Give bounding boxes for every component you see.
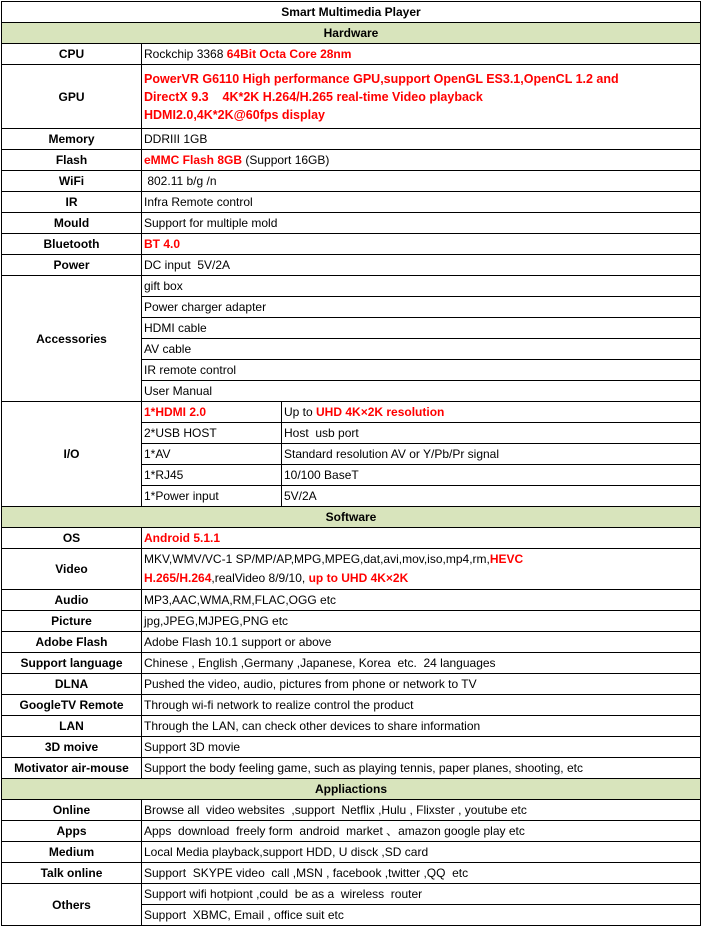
value-cpu [142, 44, 701, 65]
video-hl-2: H.265/H.264 [144, 571, 212, 585]
io-desc-plain: Up to [284, 405, 317, 419]
accessory-item: HDMI cable [142, 318, 701, 339]
label-video: Video [2, 549, 142, 590]
row-ir [2, 192, 701, 213]
label-audio: Audio [2, 590, 142, 611]
gpu-line-3: HDMI2.0,4K*2K@60fps display [144, 107, 325, 122]
label-adobe-flash: Adobe Flash [2, 632, 142, 653]
label-ir: IR [2, 192, 142, 213]
section-hardware: Hardware [2, 23, 701, 44]
cpu-highlight: 64Bit Octa Core 28nm [226, 47, 352, 61]
section-hardware-row [2, 23, 701, 44]
label-memory: Memory [2, 129, 142, 150]
bluetooth-highlight: BT 4.0 [144, 237, 181, 251]
accessory-item: User Manual [142, 381, 701, 402]
io-port: 2*USB HOST [142, 423, 282, 444]
row-cpu [2, 44, 701, 65]
label-talk-online: Talk online [2, 863, 142, 884]
value-audio: MP3,AAC,WMA,RM,FLAC,OGG etc [142, 590, 701, 611]
section-applications-row [2, 779, 701, 800]
gpu-line-2: DirectX 9.3 4K*2K H.264/H.265 real-time Video playback [144, 89, 483, 104]
value-3d-movie: Support 3D movie [142, 737, 701, 758]
row-gpu [2, 65, 701, 129]
row-video [2, 549, 701, 590]
cpu-plain: Rockchip 3368 [144, 47, 227, 61]
io-port: 1*Power input [142, 486, 282, 507]
io-port: 1*AV [142, 444, 282, 465]
section-software: Software [2, 507, 701, 528]
row-os [2, 528, 701, 549]
label-io: I/O [2, 402, 142, 507]
label-dlna: DLNA [2, 674, 142, 695]
row-googletv [2, 695, 701, 716]
row-talk-online [2, 863, 701, 884]
label-cpu: CPU [2, 44, 142, 65]
row-memory [2, 129, 701, 150]
value-talk-online: Support SKYPE video call ,MSN , facebook ,twitter ,QQ etc [142, 863, 701, 884]
value-memory: DDRIII 1GB [142, 129, 701, 150]
label-apps: Apps [2, 821, 142, 842]
label-others: Others [2, 884, 142, 926]
label-bluetooth: Bluetooth [2, 234, 142, 255]
label-gpu: GPU [2, 65, 142, 129]
os-highlight: Android 5.1.1 [144, 531, 221, 545]
video-plain-1: MKV,WMV/VC-1 SP/MP/AP,MPG,MPEG,dat,avi,mov,iso,mp4,rm, [144, 552, 490, 566]
value-googletv: Through wi-fi network to realize control the product [142, 695, 701, 716]
gpu-line-1: PowerVR G6110 High performance GPU,support OpenGL ES3.1,OpenCL 1.2 and [144, 71, 619, 86]
value-lan: Through the LAN, can check other devices to share information [142, 716, 701, 737]
value-os [142, 528, 701, 549]
row-mould [2, 213, 701, 234]
value-air-mouse: Support the body feeling game, such as playing tennis, paper planes, shooting, etc [142, 758, 701, 779]
value-power: DC input 5V/2A [142, 255, 701, 276]
video-hl-3: up to UHD 4K×2K [308, 571, 409, 585]
label-googletv: GoogleTV Remote [2, 695, 142, 716]
io-desc [282, 402, 701, 423]
row-air-mouse [2, 758, 701, 779]
value-dlna: Pushed the video, audio, pictures from phone or network to TV [142, 674, 701, 695]
label-online: Online [2, 800, 142, 821]
value-flash [142, 150, 701, 171]
value-medium: Local Media playback,support HDD, U disck ,SD card [142, 842, 701, 863]
row-medium [2, 842, 701, 863]
io-port [142, 402, 282, 423]
flash-plain: (Support 16GB) [242, 153, 330, 167]
label-mould: Mould [2, 213, 142, 234]
label-os: OS [2, 528, 142, 549]
label-power: Power [2, 255, 142, 276]
table-title: Smart Multimedia Player [2, 2, 701, 23]
io-desc-highlight: UHD 4K×2K resolution [316, 405, 445, 419]
row-online [2, 800, 701, 821]
label-air-mouse: Motivator air-mouse [2, 758, 142, 779]
value-ir: Infra Remote control [142, 192, 701, 213]
value-bluetooth [142, 234, 701, 255]
value-apps: Apps download freely form android market 、amazon google play etc [142, 821, 701, 842]
flash-highlight: eMMC Flash 8GB [144, 153, 243, 167]
label-medium: Medium [2, 842, 142, 863]
row-bluetooth [2, 234, 701, 255]
io-desc: Standard resolution AV or Y/Pb/Pr signal [282, 444, 701, 465]
value-video [142, 549, 701, 590]
value-mould: Support for multiple mold [142, 213, 701, 234]
row-accessories-1 [2, 276, 701, 297]
label-3d-movie: 3D moive [2, 737, 142, 758]
others-item: Support XBMC, Email , office suit etc [142, 905, 701, 926]
io-desc: Host usb port [282, 423, 701, 444]
row-adobe-flash [2, 632, 701, 653]
video-plain-2: ,realVideo 8/9/10, [211, 571, 309, 585]
value-language: Chinese , English ,Germany ,Japanese, Korea etc. 24 languages [142, 653, 701, 674]
accessory-item: gift box [142, 276, 701, 297]
value-wifi: 802.11 b/g /n [142, 171, 701, 192]
section-software-row [2, 507, 701, 528]
row-power [2, 255, 701, 276]
row-flash [2, 150, 701, 171]
value-adobe-flash: Adobe Flash 10.1 support or above [142, 632, 701, 653]
row-3d-movie [2, 737, 701, 758]
io-desc: 10/100 BaseT [282, 465, 701, 486]
row-wifi [2, 171, 701, 192]
value-online: Browse all video websites ,support Netflix ,Hulu , Flixster , youtube etc [142, 800, 701, 821]
row-dlna [2, 674, 701, 695]
row-audio [2, 590, 701, 611]
io-port-hdmi: 1*HDMI 2.0 [144, 405, 207, 419]
label-language: Support language [2, 653, 142, 674]
section-applications: Appliactions [2, 779, 701, 800]
row-others-1 [2, 884, 701, 905]
row-language [2, 653, 701, 674]
row-lan [2, 716, 701, 737]
label-lan: LAN [2, 716, 142, 737]
row-io-1 [2, 402, 701, 423]
row-apps [2, 821, 701, 842]
video-hl-1: HEVC [489, 552, 524, 566]
io-desc: 5V/2A [282, 486, 701, 507]
label-flash: Flash [2, 150, 142, 171]
value-picture: jpg,JPEG,MJPEG,PNG etc [142, 611, 701, 632]
title-row [2, 2, 701, 23]
accessory-item: Power charger adapter [142, 297, 701, 318]
others-item: Support wifi hotpiont ,could be as a wireless router [142, 884, 701, 905]
value-gpu [142, 65, 701, 129]
label-accessories: Accessories [2, 276, 142, 402]
label-picture: Picture [2, 611, 142, 632]
row-picture [2, 611, 701, 632]
accessory-item: IR remote control [142, 360, 701, 381]
accessory-item: AV cable [142, 339, 701, 360]
spec-table [1, 1, 701, 926]
label-wifi: WiFi [2, 171, 142, 192]
io-port: 1*RJ45 [142, 465, 282, 486]
